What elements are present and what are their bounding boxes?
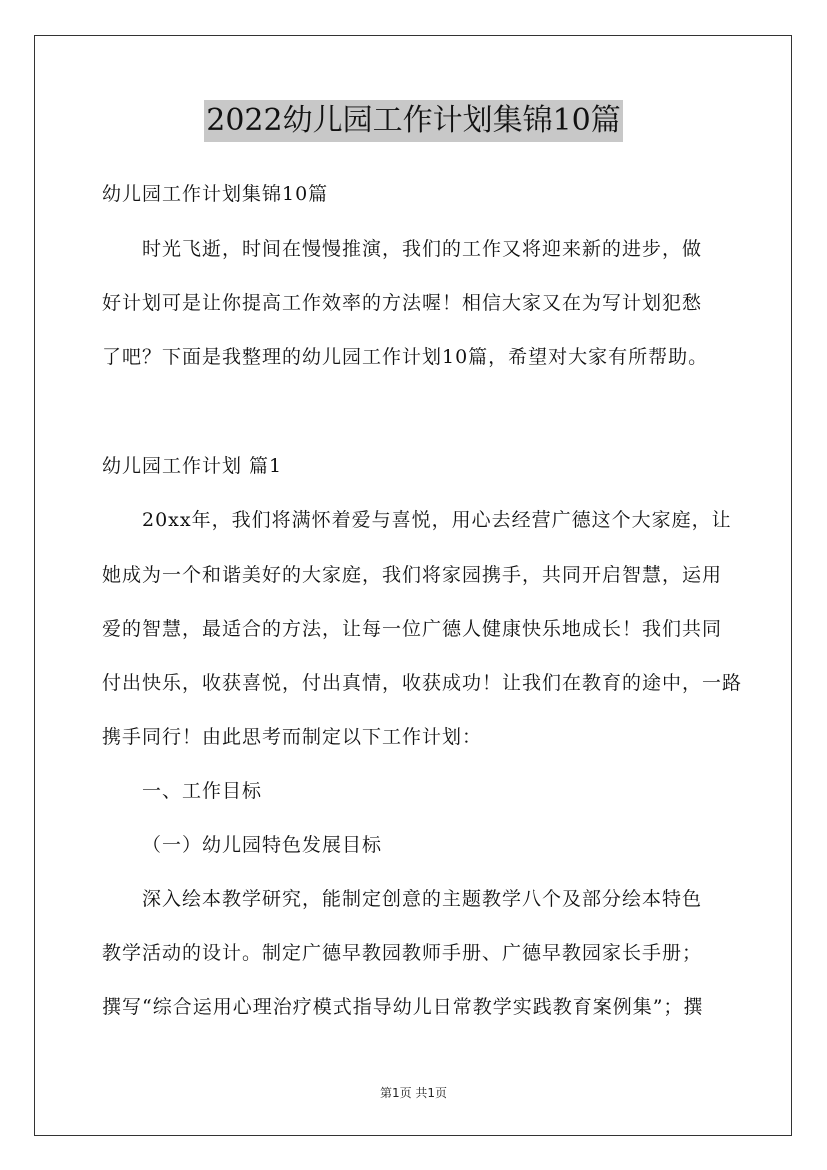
section-line-1: 20xx年，我们将满怀着爱与喜悦，用心去经营广德这个大家庭，让 bbox=[142, 509, 732, 531]
page-footer: 第1页 共1页 bbox=[379, 1086, 448, 1100]
section-line-2: 她成为一个和谐美好的大家庭，我们将家园携手，共同开启智慧，运用 bbox=[102, 564, 723, 586]
goal-line-1: 深入绘本教学研究，能制定创意的主题教学八个及部分绘本特色 bbox=[142, 888, 703, 910]
section-line-5: 携手同行！由此思考而制定以下工作计划： bbox=[102, 726, 483, 748]
document-subtitle: 幼儿园工作计划集锦10篇 bbox=[102, 183, 329, 205]
intro-line-2: 好计划可是让你提高工作效率的方法喔！相信大家又在为写计划犯愁 bbox=[102, 292, 703, 314]
goal-line-2: 教学活动的设计。制定广德早教园教师手册、广德早教园家长手册； bbox=[102, 942, 703, 964]
title-container bbox=[0, 100, 827, 142]
goal-line-3: 撰写“综合运用心理治疗模式指导幼儿日常教学实践教育案例集”；撰 bbox=[102, 996, 704, 1018]
section-heading: 幼儿园工作计划 篇1 bbox=[102, 455, 283, 477]
goal-heading: 一、工作目标 bbox=[142, 780, 263, 802]
section-line-3: 爱的智慧，最适合的方法，让每一位广德人健康快乐地成长！我们共同 bbox=[102, 618, 723, 640]
intro-line-1: 时光飞逝，时间在慢慢推演，我们的工作又将迎来新的进步，做 bbox=[142, 238, 703, 260]
document-title: 2022幼儿园工作计划集锦10篇 bbox=[204, 100, 623, 142]
section-line-4: 付出快乐，收获喜悦，付出真情，收获成功！让我们在教育的途中，一路 bbox=[102, 672, 743, 694]
intro-line-3: 了吧？下面是我整理的幼儿园工作计划10篇，希望对大家有所帮助。 bbox=[102, 346, 709, 368]
goal-sub-heading: （一）幼儿园特色发展目标 bbox=[142, 834, 383, 856]
